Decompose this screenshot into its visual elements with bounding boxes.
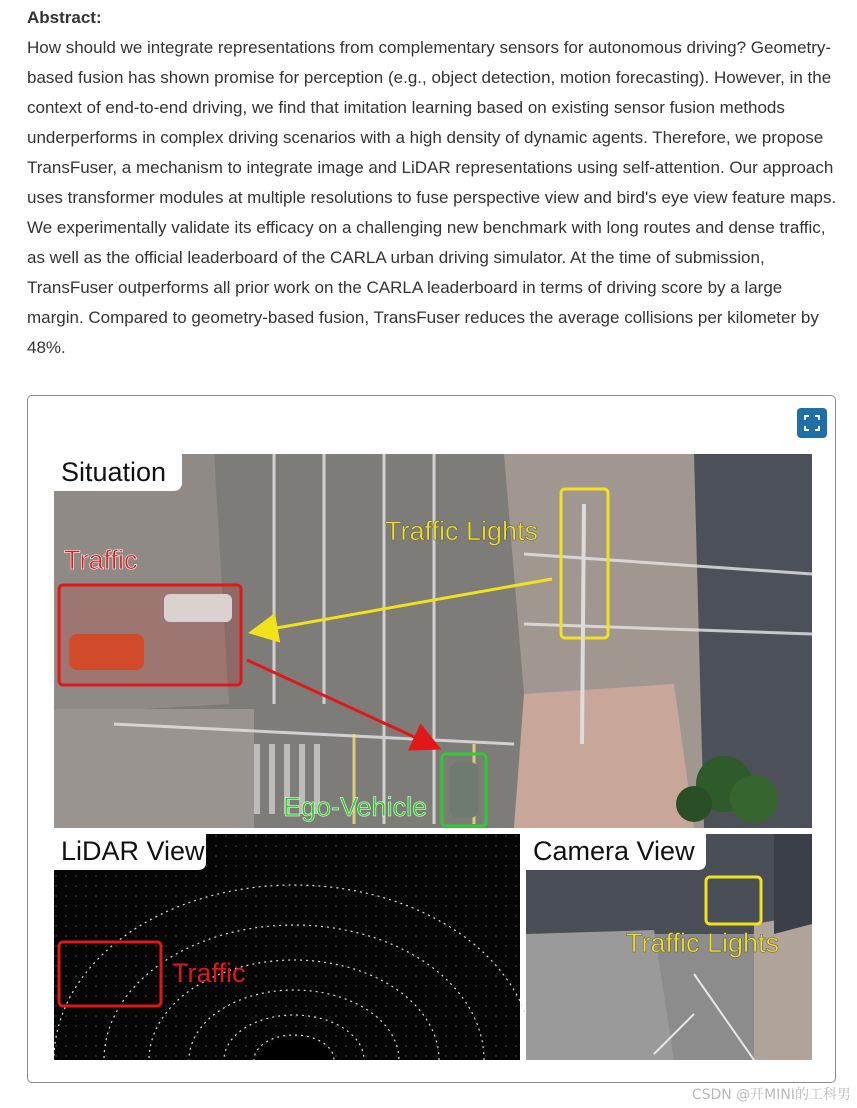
- abstract-heading: Abstract:: [27, 8, 102, 27]
- figure-image: [54, 454, 812, 1060]
- camera-title: Camera View: [533, 836, 695, 866]
- situation-title: Situation: [61, 457, 167, 487]
- camera-traffic-lights-label: Traffic Lights: [626, 928, 780, 958]
- watermark: CSDN @开MINI的工科男: [691, 1087, 851, 1103]
- lidar-traffic-label: Traffic: [172, 958, 246, 988]
- fullscreen-icon: [803, 414, 821, 432]
- abstract-section: [27, 3, 842, 363]
- situation-traffic-lights-label: Traffic Lights: [385, 516, 539, 546]
- lidar-title: LiDAR View: [61, 836, 205, 866]
- situation-panel: [54, 454, 812, 828]
- situation-ego-label: Ego-Vehicle: [283, 792, 428, 822]
- fullscreen-button[interactable]: [797, 408, 827, 438]
- lidar-panel: [54, 834, 534, 1060]
- white-suv: [164, 594, 232, 622]
- abstract-text: How should we integrate representations from complementary sensors for autonomous driving? Geometry-based fusion has shown promise for perception (e.g., object detection, motion forecasting). However, in the context of end-to-end driving, we find that imitation learning based on existing sensor fusion methods underperforms in complex driving scenarios with a high density of dynamic agents. Therefore, we propose TransFuser, a mechanism to integrate image and LiDAR representations using self-attention. Our approach uses transformer modules at multiple resolutions to fuse perspective view and bird's eye view feature maps. We experimentally validate its efficacy on a challenging new benchmark with long routes and dense traffic, as well as the official leaderboard of the CARLA urban driving simulator. At the time of submission, TransFuser outperforms all prior work on the CARLA leaderboard in terms of driving score by a large margin. Compared to geometry-based fusion, TransFuser reduces the average collisions per kilometer by 48%.: [27, 38, 837, 357]
- plaza: [514, 684, 694, 828]
- situation-traffic-label: Traffic: [64, 545, 138, 575]
- figure-card: [27, 395, 836, 1083]
- camera-panel: [526, 834, 812, 1060]
- red-car: [69, 634, 144, 670]
